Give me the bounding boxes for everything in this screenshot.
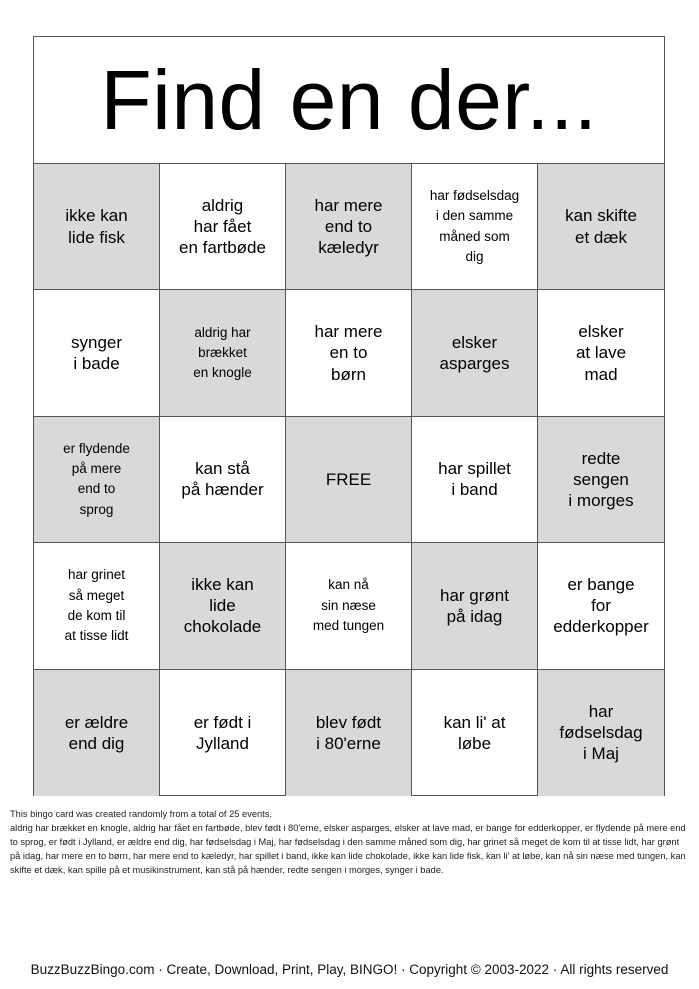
bingo-cell: har mere end to kæledyr <box>286 164 412 290</box>
site-credit: BuzzBuzzBingo.com · Create, Download, Print, Play, BINGO! · Copyright © 2003-2022 · All rights reserved <box>30 962 669 977</box>
bingo-cell: er ældre end dig <box>34 670 160 796</box>
bingo-card <box>33 36 665 796</box>
bingo-cell: har fødselsdag i Maj <box>538 670 664 796</box>
bingo-cell: synger i bade <box>34 290 160 416</box>
note-intro: This bingo card was created randomly from a total of 25 events. <box>10 809 272 819</box>
bingo-cell: kan skifte et dæk <box>538 164 664 290</box>
bingo-cell: redte sengen i morges <box>538 417 664 543</box>
bingo-cell: ikke kan lide fisk <box>34 164 160 290</box>
bingo-cell: har spillet i band <box>412 417 538 543</box>
bingo-cell: kan nå sin næse med tungen <box>286 543 412 669</box>
bingo-cell: elsker asparges <box>412 290 538 416</box>
bingo-cell: kan stå på hænder <box>160 417 286 543</box>
bingo-cell: er bange for edderkopper <box>538 543 664 669</box>
bingo-cell: ikke kan lide chokolade <box>160 543 286 669</box>
bingo-cell: har fødselsdag i den samme måned som dig <box>412 164 538 290</box>
bingo-cell: har grønt på idag <box>412 543 538 669</box>
bingo-grid <box>34 164 664 796</box>
bingo-cell: aldrig har brækket en knogle <box>160 290 286 416</box>
footer-note <box>10 807 690 877</box>
note-events: aldrig har brækket en knogle, aldrig har fået en fartbøde, blev født i 80'erne, elsker asparges, elsker at lave mad, er bange for edderkopper, er flydende på mere end to sprog, er født i Jylland, er ældre end dig, har fødselsdag i Maj, har fødselsdag i den samme måned som dig, har grinet så meget de kom til at tisse lidt, har grønt på idag, har mere en to børn, har mere end to kæledyr, har spillet i band, ikke kan lide chokolade, ikke kan lide fisk, kan li' at løbe, kan nå sin næse med tungen, kan skifte et dæk, kan spille på et musikinstrument, kan stå på hænder, redte sengen i morges, synger i bade. <box>10 823 686 875</box>
bingo-cell: har grinet så meget de kom til at tisse lidt <box>34 543 160 669</box>
card-title: Find en der... <box>34 37 664 164</box>
bingo-cell: aldrig har fået en fartbøde <box>160 164 286 290</box>
bingo-cell: elsker at lave mad <box>538 290 664 416</box>
bingo-cell: blev født i 80'erne <box>286 670 412 796</box>
bingo-cell: har mere en to børn <box>286 290 412 416</box>
bingo-cell: kan li' at løbe <box>412 670 538 796</box>
bingo-cell: er født i Jylland <box>160 670 286 796</box>
bingo-cell: er flydende på mere end to sprog <box>34 417 160 543</box>
free-cell: FREE <box>286 417 412 543</box>
